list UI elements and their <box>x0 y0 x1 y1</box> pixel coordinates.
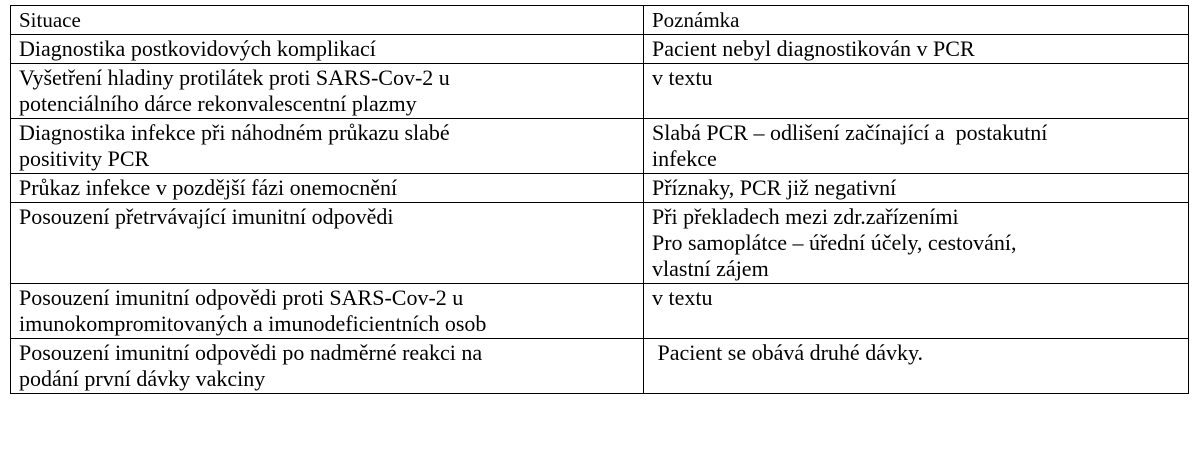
situation-note-table <box>10 5 1189 394</box>
cell-line: Průkaz infekce v pozdější fázi onemocnění <box>19 175 398 200</box>
situation-cell <box>11 339 644 394</box>
situation-cell <box>11 35 644 64</box>
cell-line: Při překladech mezi zdr.zařízeními <box>652 204 959 229</box>
cell-line: Pro samoplátce – úřední účely, cestování, <box>652 230 1017 255</box>
situation-cell <box>11 119 644 174</box>
table-header-row <box>11 6 1189 35</box>
cell-line: Slabá PCR – odlišení začínající a postakutní <box>652 120 1048 145</box>
note-cell <box>644 64 1189 119</box>
situation-cell <box>11 64 644 119</box>
situation-cell <box>11 284 644 339</box>
cell-line: positivity PCR <box>19 146 150 171</box>
table-row <box>11 64 1189 119</box>
cell-line: infekce <box>652 146 717 171</box>
note-cell <box>644 35 1189 64</box>
table-row <box>11 119 1189 174</box>
table-row <box>11 35 1189 64</box>
cell-line: Příznaky, PCR již negativní <box>652 175 897 200</box>
cell-line: vlastní zájem <box>652 256 769 281</box>
header-situation: Situace <box>11 6 644 35</box>
table-row <box>11 284 1189 339</box>
cell-line: Diagnostika infekce při náhodném průkazu slabé <box>19 120 450 145</box>
note-cell <box>644 174 1189 203</box>
situation-cell <box>11 174 644 203</box>
cell-line: Vyšetření hladiny protilátek proti SARS-Cov-2 u <box>19 65 450 90</box>
cell-line: v textu <box>652 65 713 90</box>
cell-line: Pacient nebyl diagnostikován v PCR <box>652 36 975 61</box>
situation-cell <box>11 203 644 284</box>
note-cell <box>644 284 1189 339</box>
cell-line: potenciálního dárce rekonvalescentní plazmy <box>19 91 417 116</box>
table-row <box>11 174 1189 203</box>
note-cell <box>644 119 1189 174</box>
cell-line: Posouzení imunitní odpovědi po nadměrné reakci na <box>19 340 483 365</box>
cell-line: imunokompromitovaných a imunodeficientních osob <box>19 311 487 336</box>
note-cell <box>644 203 1189 284</box>
cell-line: podání první dávky vakciny <box>19 366 266 391</box>
cell-line: Posouzení přetrvávající imunitní odpovědi <box>19 204 394 229</box>
cell-line: Diagnostika postkovidových komplikací <box>19 36 376 61</box>
cell-line: Pacient se obává druhé dávky. <box>652 340 924 365</box>
cell-line: v textu <box>652 285 713 310</box>
header-note: Poznámka <box>644 6 1189 35</box>
cell-line: Posouzení imunitní odpovědi proti SARS-Cov-2 u <box>19 285 464 310</box>
table-row <box>11 203 1189 284</box>
table-row <box>11 339 1189 394</box>
note-cell <box>644 339 1189 394</box>
